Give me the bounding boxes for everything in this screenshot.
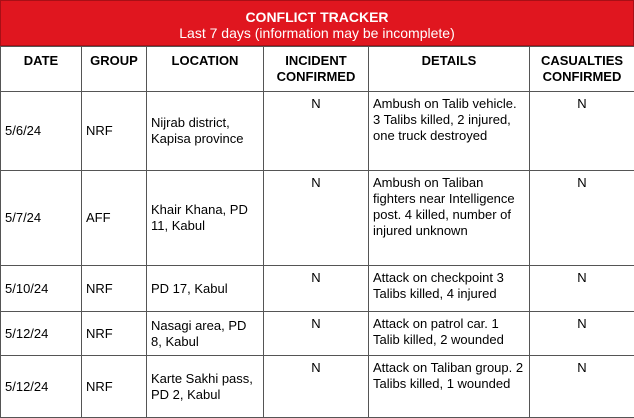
cell-details: Ambush on Talib vehicle. 3 Talibs killed, 2 injured, one truck destroyed <box>369 92 530 171</box>
cell-location: Nijrab district, Kapisa province <box>147 92 264 171</box>
cell-incident-confirmed: N <box>264 92 369 171</box>
cell-details: Attack on Taliban group. 2 Talibs killed, 1 wounded <box>369 356 530 418</box>
table-header-row <box>1 47 634 92</box>
cell-group: NRF <box>82 356 147 418</box>
cell-group: AFF <box>82 171 147 266</box>
cell-incident-confirmed: N <box>264 266 369 312</box>
cell-location: Khair Khana, PD 11, Kabul <box>147 171 264 266</box>
tracker-subtitle: Last 7 days (information may be incomplete) <box>179 25 455 41</box>
column-header-casualties-confirmed: CASUALTIES CONFIRMED <box>530 47 634 92</box>
cell-details: Attack on patrol car. 1 Talib killed, 2 wounded <box>369 312 530 356</box>
table-row <box>1 312 634 356</box>
cell-casualties-confirmed: N <box>530 92 634 171</box>
cell-incident-confirmed: N <box>264 312 369 356</box>
conflict-table <box>0 46 634 418</box>
cell-incident-confirmed: N <box>264 171 369 266</box>
cell-group: NRF <box>82 266 147 312</box>
cell-group: NRF <box>82 312 147 356</box>
tracker-header <box>0 0 634 46</box>
cell-casualties-confirmed: N <box>530 266 634 312</box>
table-row <box>1 356 634 418</box>
cell-date: 5/10/24 <box>1 266 82 312</box>
cell-location: PD 17, Kabul <box>147 266 264 312</box>
column-header-location: LOCATION <box>147 47 264 92</box>
cell-casualties-confirmed: N <box>530 312 634 356</box>
cell-incident-confirmed: N <box>264 356 369 418</box>
table-row <box>1 266 634 312</box>
column-header-date: DATE <box>1 47 82 92</box>
cell-date: 5/12/24 <box>1 356 82 418</box>
table-row <box>1 92 634 171</box>
column-header-details: DETAILS <box>369 47 530 92</box>
cell-group: NRF <box>82 92 147 171</box>
cell-date: 5/12/24 <box>1 312 82 356</box>
cell-casualties-confirmed: N <box>530 171 634 266</box>
cell-details: Ambush on Taliban fighters near Intelligence post. 4 killed, number of injured unknown <box>369 171 530 266</box>
cell-location: Nasagi area, PD 8, Kabul <box>147 312 264 356</box>
cell-date: 5/7/24 <box>1 171 82 266</box>
cell-details: Attack on checkpoint 3 Talibs killed, 4 injured <box>369 266 530 312</box>
cell-casualties-confirmed: N <box>530 356 634 418</box>
column-header-group: GROUP <box>82 47 147 92</box>
cell-location: Karte Sakhi pass, PD 2, Kabul <box>147 356 264 418</box>
column-header-incident-confirmed: INCIDENT CONFIRMED <box>264 47 369 92</box>
cell-date: 5/6/24 <box>1 92 82 171</box>
tracker-title: CONFLICT TRACKER <box>245 9 389 25</box>
table-row <box>1 171 634 266</box>
